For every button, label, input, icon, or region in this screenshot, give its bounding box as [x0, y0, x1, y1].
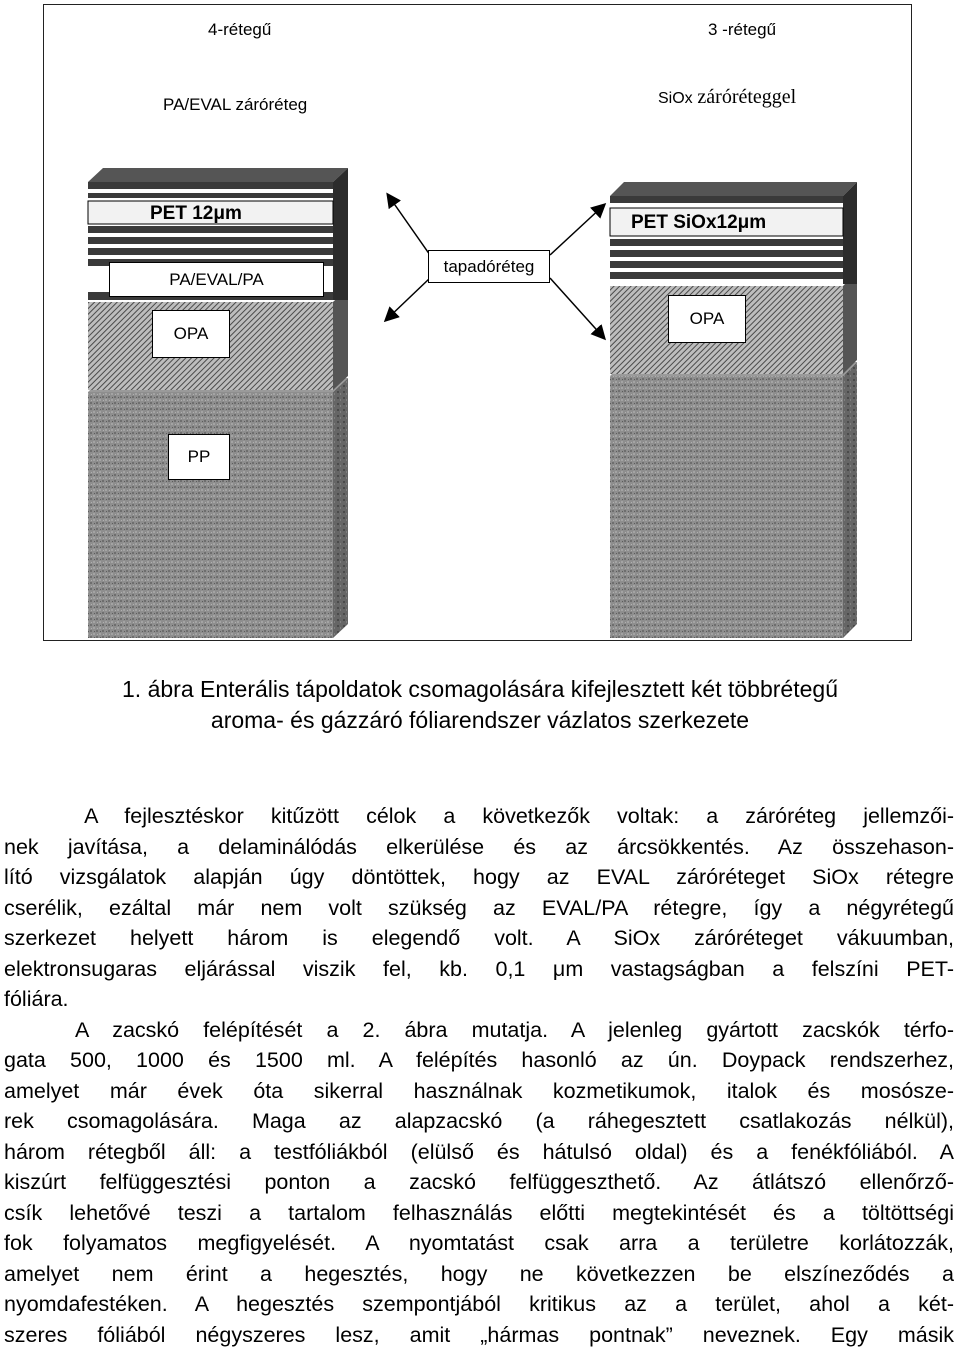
pp-box — [168, 434, 230, 480]
body-line: cserélik, ezáltal már nem volt szükség az EVAL/PA rétegre, így a négyrétegű — [4, 895, 954, 920]
body-line: szeres fóliából négyszeres lesz, amit „hármas pontnak” neveznek. Egy másik — [4, 1322, 954, 1347]
body-line: nyomdafestéken. A hegesztés szempontjából kritikus az a terület, ahol a két- — [4, 1292, 954, 1316]
body-line: három rétegből áll: a testfóliákból (elülső és hátulsó oldal) és a fenékfóliából. A — [4, 1139, 954, 1164]
body-line: A zacskó felépítését a 2. ábra mutatja. A jelenleg gyártott zacskók térfo- — [4, 1017, 954, 1042]
left-pp-block — [88, 392, 333, 638]
body-line: szerkezet helyett három is elegendő volt. A SiOx záróréteget vákuumban, — [4, 926, 954, 950]
body-line: nek javítása, a delaminálódás elkerülése és az árcsökkentés. Az összehason- — [4, 834, 954, 859]
right-barrier-label — [658, 86, 796, 109]
left-barrier-label: PA/EVAL záróréteg — [163, 95, 308, 114]
left-pp-block-side — [333, 378, 348, 638]
right-structure-title: 3 -rétegű — [708, 20, 777, 39]
caption-line-2: aroma- és gázzáró fóliarendszer vázlatos szerkezete — [210, 707, 750, 733]
left-pet-label: PET 12μm — [150, 203, 242, 224]
right-barrier-suffix: záróréteggel — [697, 86, 797, 108]
body-line: kiszúrt felfüggesztési ponton a zacskó felfüggeszthető. Az átlátszó ellenőrző- — [4, 1170, 954, 1194]
body-line: elektronsugaras eljárással viszik fel, kb. 0,1 μm vastagságban a felszíni PET- — [4, 956, 954, 981]
right-pet-label: PET SiOx12μm — [631, 212, 767, 233]
right-barrier-prefix: SiOx — [658, 90, 693, 107]
body-text — [4, 801, 954, 1350]
body-line: fok folyamatos megfigyelését. A nyomtatást csak arra a területre korlátozzák, — [4, 1231, 954, 1255]
body-line: A fejlesztéskor kitűzött célok a következők voltak: a záróréteg jellemzői- — [4, 804, 954, 828]
body-line: amelyet nem érint a hegesztés, hogy ne következzen be elszíneződés a — [4, 1261, 954, 1286]
body-line: csík lehetővé teszi a tartalom felhasználás előtti megtekintését és a töltöttségi — [4, 1200, 954, 1225]
body-line: gata 500, 1000 és 1500 ml. A felépítés hasonló az ún. Doypack rendszerhez, — [4, 1048, 954, 1072]
right-opa-block-side — [843, 362, 857, 638]
adhesive-label: tapadóréteg — [443, 256, 535, 276]
right-opa-box — [668, 295, 746, 343]
left-opa-label: OPA — [173, 324, 209, 343]
adhesive-label-box — [428, 250, 550, 283]
body-line: amelyet már évek óta sikerral használnak kozmetikumok, italok és mosósze- — [4, 1078, 954, 1103]
layer-structure-diagram — [0, 0, 960, 645]
body-line: rek csomagolására. Maga az alapzacskó (a ráhegesztett csatlakozás nélkül), — [4, 1109, 954, 1133]
pp-label: PP — [187, 447, 211, 466]
left-stack — [88, 168, 348, 638]
figure-caption — [0, 674, 960, 736]
caption-line-1: 1. ábra Enterális tápoldatok csomagolására kifejlesztett két többrétegű — [122, 676, 838, 702]
right-opa-layer-side — [843, 272, 857, 374]
body-line: fóliára. — [4, 987, 69, 1011]
body-line: lító vizsgálatok alapján úgy döntöttek, hogy az EVAL záróréteget SiOx rétegre — [4, 865, 954, 889]
right-stack — [610, 182, 857, 638]
pa-eval-pa-label: PA/EVAL/PA — [169, 269, 264, 289]
right-opa-label: OPA — [689, 309, 725, 328]
left-opa-layer-side — [333, 288, 348, 390]
left-opa-box — [152, 310, 230, 358]
right-opa-block — [610, 376, 843, 638]
left-structure-title: 4-rétegű — [208, 20, 272, 39]
pa-eval-pa-box — [109, 262, 324, 297]
